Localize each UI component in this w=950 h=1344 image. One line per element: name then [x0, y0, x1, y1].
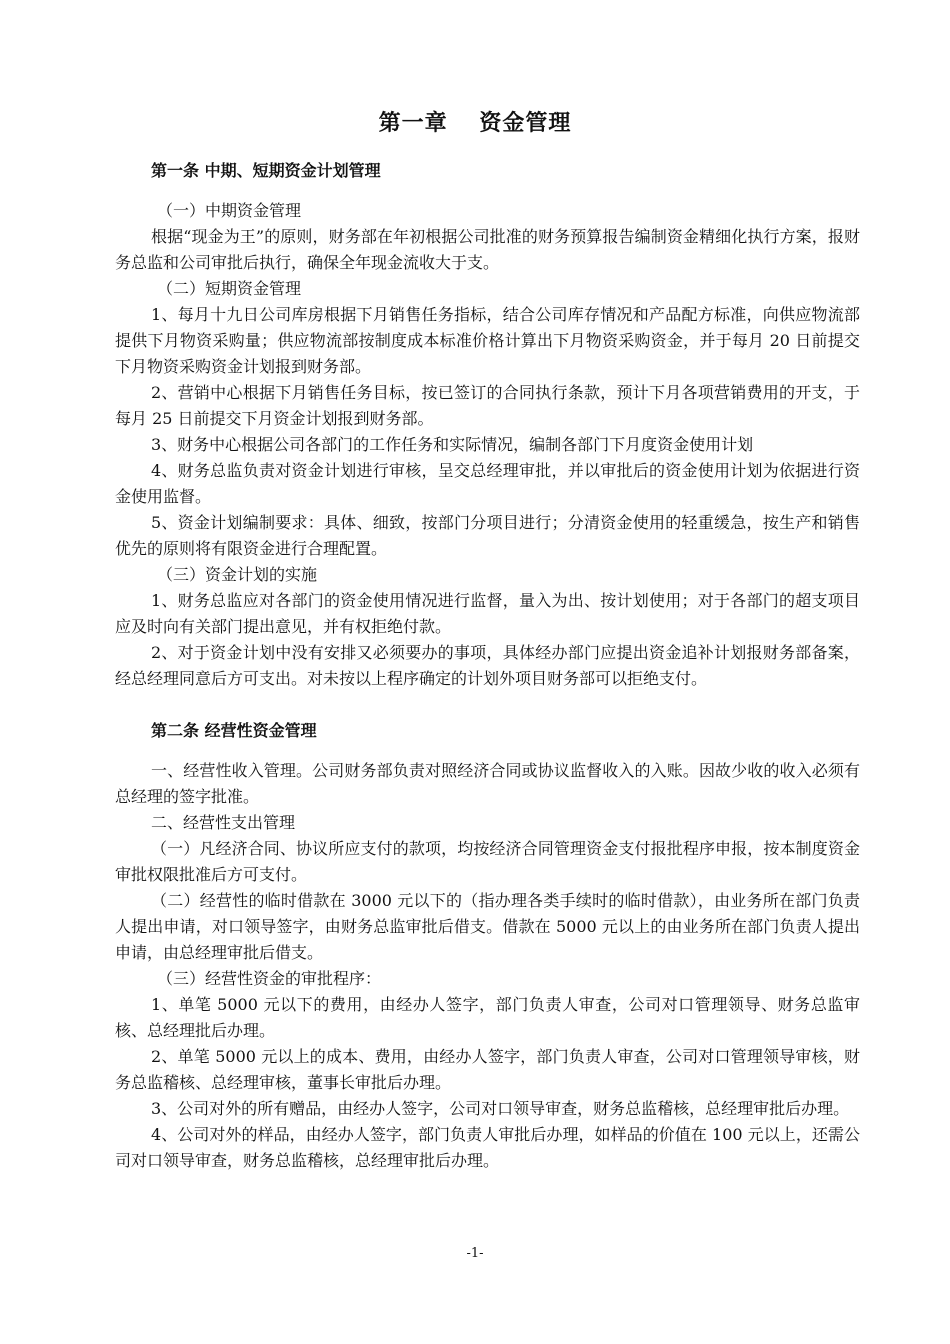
article-1-paragraph: 2、营销中心根据下月销售任务目标，按已签订的合同执行条款，预计下月各项营销费用的开支，于每月 25 日前提交下月资金计划报到财务部。 [115, 383, 860, 428]
article-1-paragraph: 2、对于资金计划中没有安排又必须要办的事项，具体经办部门应提出资金追补计划报财务部备案，经总经理同意后方可支出。对未按以上程序确定的计划外项目财务部可以拒绝支付。 [115, 643, 860, 688]
article-2-paragraph: （一）凡经济合同、协议所应支付的款项，均按经济合同管理资金支付报批程序申报，按本制度资金审批权限批准后方可支付。 [115, 839, 860, 884]
article-1-paragraph: 1、财务总监应对各部门的资金使用情况进行监督，量入为出、按计划使用；对于各部门的超支项目应及时向有关部门提出意见，并有权拒绝付款。 [115, 591, 860, 636]
article-1-paragraph: 5、资金计划编制要求：具体、细致，按部门分项目进行；分清资金使用的轻重缓急，按生产和销售优先的原则将有限资金进行合理配置。 [115, 513, 860, 558]
page-number: -1- [466, 1246, 484, 1261]
article-2-paragraph: 4、公司对外的样品，由经办人签字，部门负责人审批后办理，如样品的价值在 100 元以上，还需公司对口领导审查，财务总监稽核，总经理审批后办理。 [115, 1125, 860, 1170]
article-1-sub-3: （三）资金计划的实施 [157, 565, 318, 584]
article-2-paragraph: 一、经营性收入管理。公司财务部负责对照经济合同或协议监督收入的入账。因故少收的收入必须有总经理的签字批准。 [115, 761, 860, 806]
article-1-sub-1: （一）中期资金管理 [157, 201, 302, 220]
document-body [115, 158, 860, 1174]
article-2-paragraph: 二、经营性支出管理 [151, 813, 296, 832]
article-2-paragraph: 2、单笔 5000 元以上的成本、费用，由经办人签字，部门负责人审查，公司对口管理领导审核，财务总监稽核、总经理审核，董事长审批后办理。 [115, 1047, 860, 1092]
article-1-paragraph: 根据“现金为王”的原则，财务部在年初根据公司批准的财务预算报告编制资金精细化执行方案，报财务总监和公司审批后执行，确保全年现金流收大于支。 [115, 227, 860, 272]
article-1-paragraph: 4、财务总监负责对资金计划进行审核，呈交总经理审批，并以审批后的资金使用计划为依据进行资金使用监督。 [115, 461, 860, 506]
article-2-sub-1: （三）经营性资金的审批程序： [157, 969, 382, 988]
article-2-paragraph: （二）经营性的临时借款在 3000 元以下的（指办理各类手续时的临时借款），由业务所在部门负责人提出申请，对口领导签字，由财务总监审批后借支。借款在 5000 元以上的由业务所在部门负责人提出申请，由总经理审批后借支。 [115, 891, 860, 962]
article-1-paragraph: 3、财务中心根据公司各部门的工作任务和实际情况，编制各部门下月度资金使用计划 [151, 435, 754, 454]
article-2-heading: 第二条 经营性资金管理 [151, 721, 317, 740]
article-2-paragraph: 3、公司对外的所有赠品，由经办人签字，公司对口领导审查，财务总监稽核，总经理审批后办理。 [151, 1099, 850, 1118]
article-1-heading: 第一条 中期、短期资金计划管理 [151, 161, 381, 180]
article-2-paragraph: 1、单笔 5000 元以下的费用，由经办人签字，部门负责人审查，公司对口管理领导、财务总监审核、总经理批后办理。 [115, 995, 860, 1040]
chapter-title: 第一章 资金管理 [378, 110, 572, 136]
article-1-paragraph: 1、每月十九日公司库房根据下月销售任务指标，结合公司库存情况和产品配方标准，向供应物流部提供下月物资采购量；供应物流部按制度成本标准价格计算出下月物资采购资金，并于每月 20 日前提交下月物资采购资金计划报到财务部。 [115, 305, 860, 376]
article-1-sub-2: （二）短期资金管理 [157, 279, 302, 298]
